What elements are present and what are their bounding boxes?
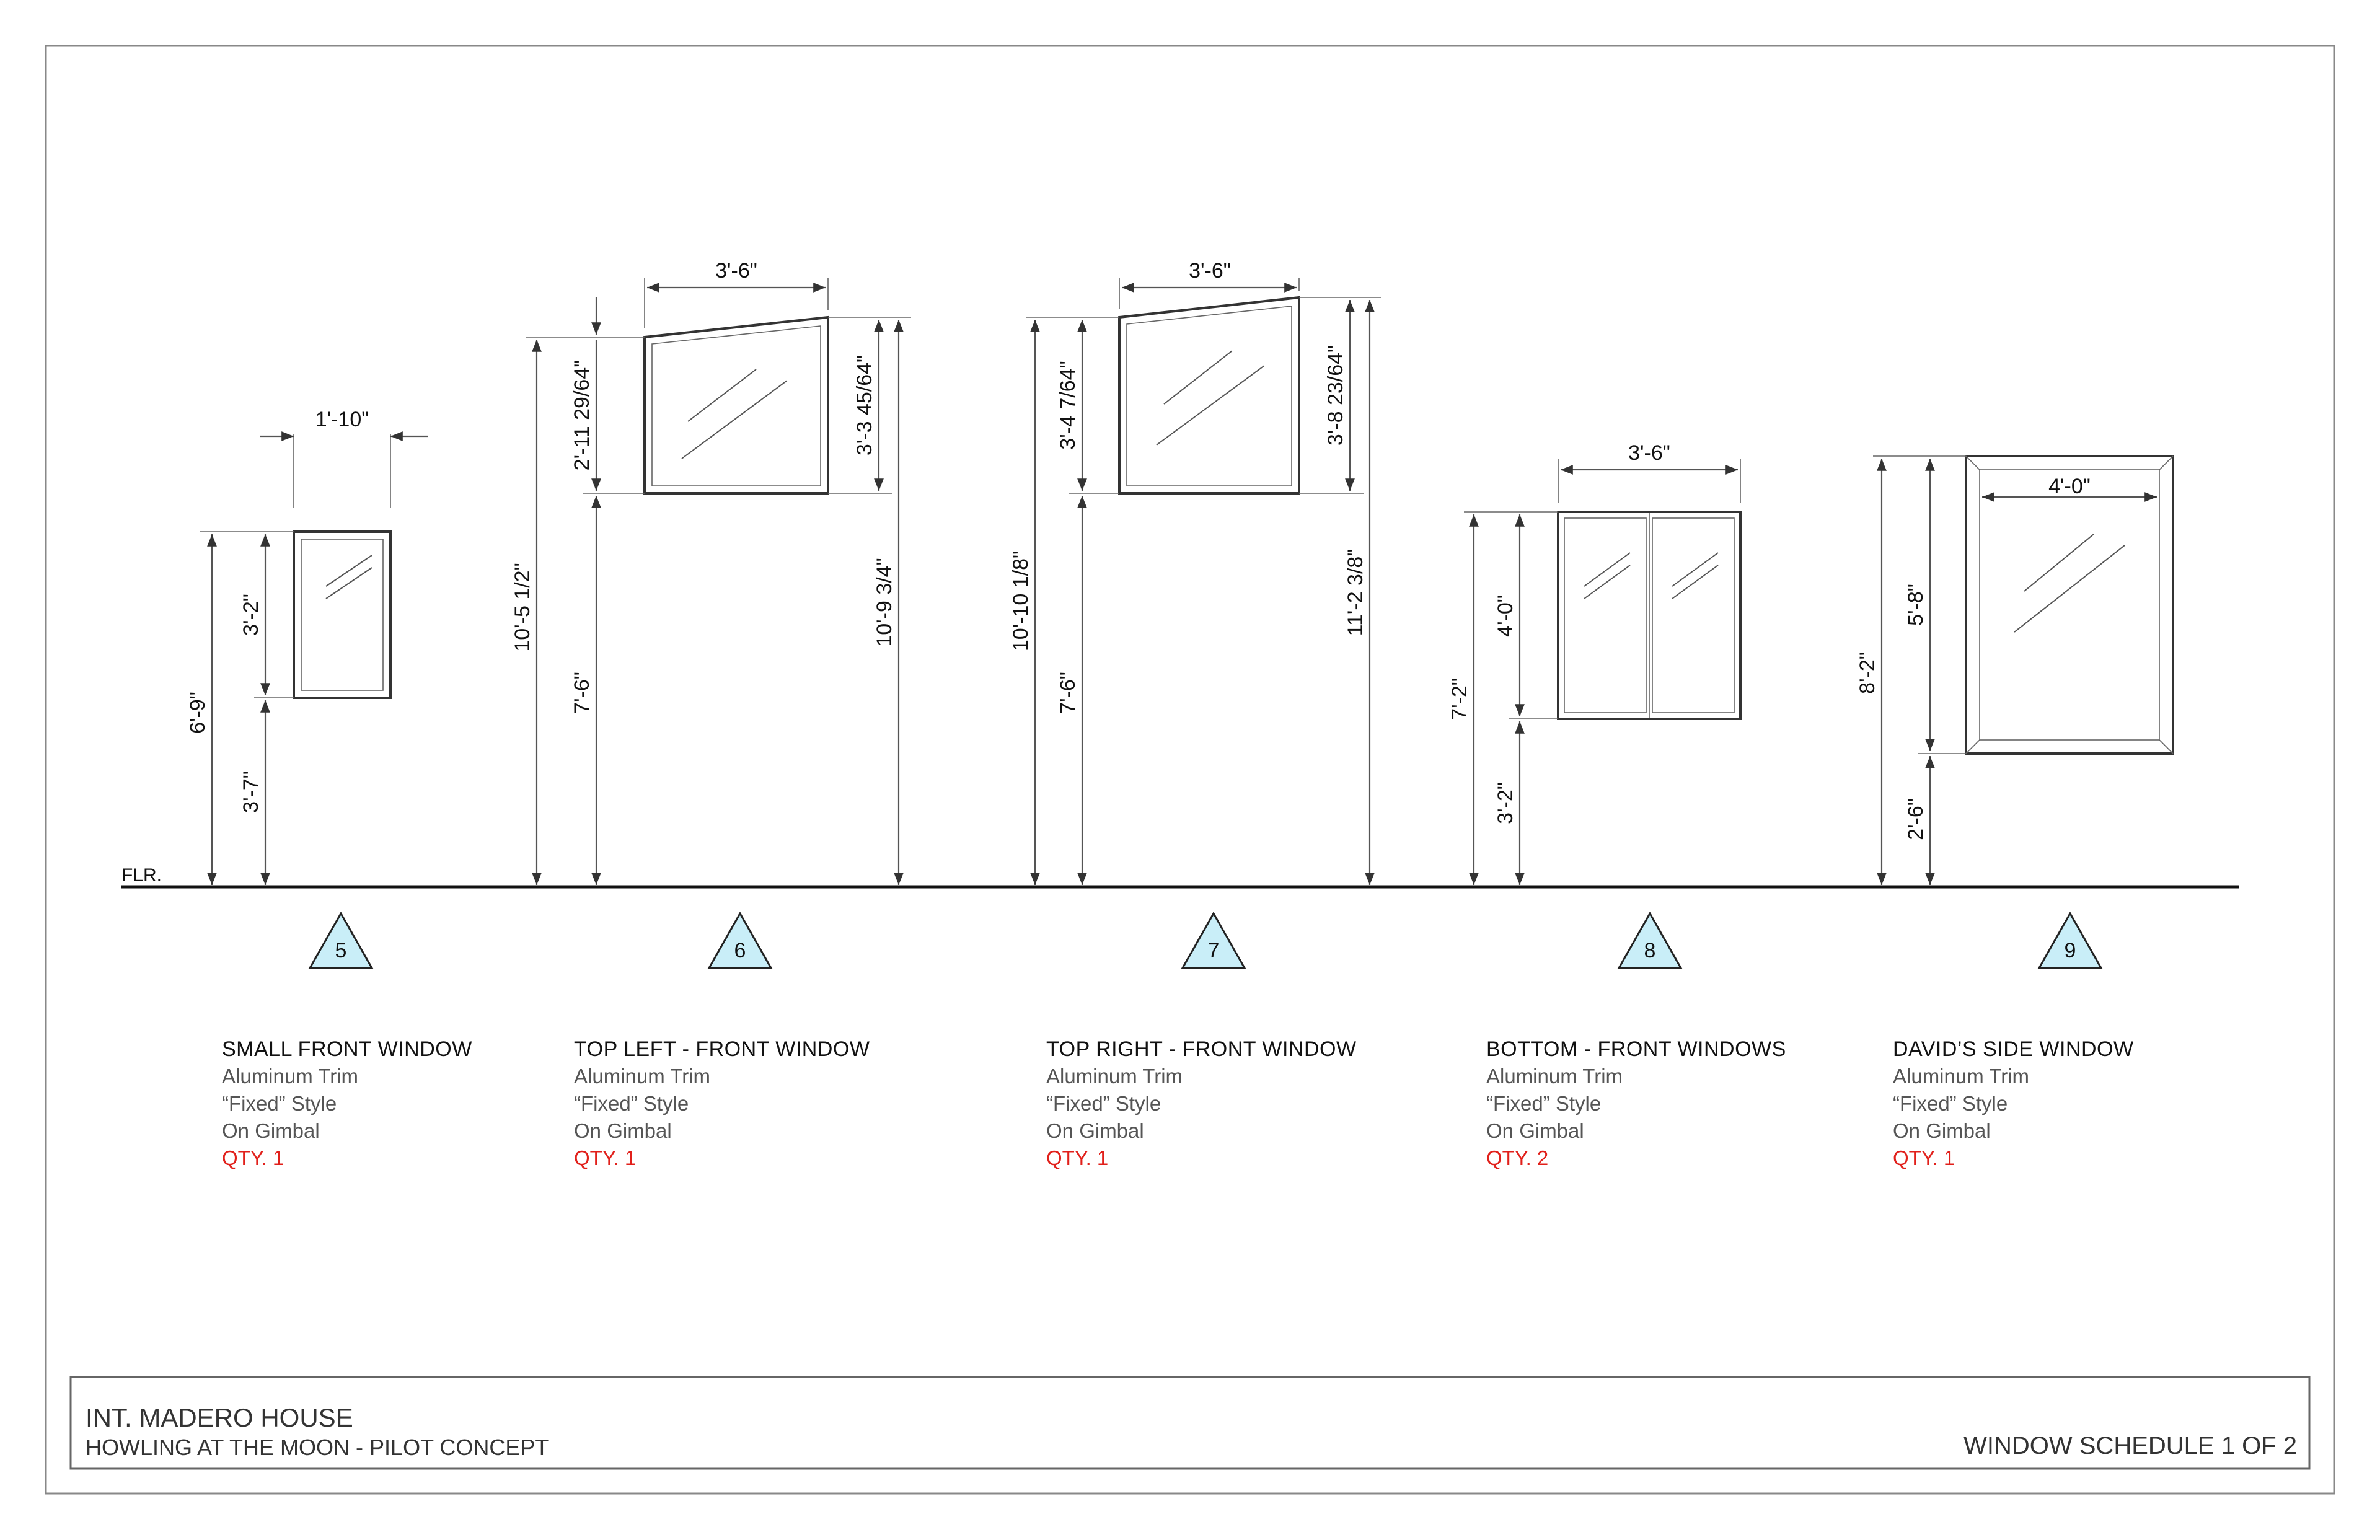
window-9-spec xyxy=(1893,1037,2134,1169)
window-6-glass-pane xyxy=(652,326,821,486)
spec-line: On Gimbal xyxy=(1486,1119,1584,1142)
window-name: BOTTOM - FRONT WINDOWS xyxy=(1486,1037,1786,1061)
window-9-elevation xyxy=(1856,456,2173,885)
window-9-height-dim: 5'-8" xyxy=(1904,584,1928,626)
quantity: QTY. 1 xyxy=(1046,1146,1109,1169)
spec-line: “Fixed” Style xyxy=(1893,1092,2008,1115)
window-tag-9 xyxy=(2039,913,2101,968)
window-5-height-dim: 3'-2" xyxy=(239,594,263,636)
window-8-sill-dim: 3'-2" xyxy=(1494,782,1517,824)
window-8-top-dim: 7'-2" xyxy=(1448,678,1471,720)
tag-number: 6 xyxy=(734,939,746,962)
window-8-height-dim: 4'-0" xyxy=(1494,595,1517,637)
window-7-left-top-dim: 10'-10 1/8" xyxy=(1009,550,1033,652)
project-title: INT. MADERO HOUSE xyxy=(86,1403,353,1432)
spec-line: “Fixed” Style xyxy=(1486,1092,1602,1115)
tag-number: 9 xyxy=(2064,939,2076,962)
spec-line: Aluminum Trim xyxy=(1893,1065,2030,1088)
window-7-glazing-mark xyxy=(1164,351,1232,404)
window-name: DAVID’S SIDE WINDOW xyxy=(1893,1037,2134,1061)
window-5-glazing-mark xyxy=(326,568,372,599)
quantity: QTY. 1 xyxy=(1893,1146,1955,1169)
window-5-frame xyxy=(294,532,390,698)
spec-line: On Gimbal xyxy=(1893,1119,1991,1142)
window-7-right-height-dim: 3'-8 23/64" xyxy=(1324,345,1347,446)
tag-number: 5 xyxy=(335,939,347,962)
window-name: TOP RIGHT - FRONT WINDOW xyxy=(1046,1037,1357,1061)
window-7-sill-dim: 7'-6" xyxy=(1056,672,1080,714)
quantity: QTY. 1 xyxy=(222,1146,284,1169)
window-7-left-height-dim: 3'-4 7/64" xyxy=(1056,361,1080,450)
sheet-title: WINDOW SCHEDULE 1 OF 2 xyxy=(1963,1432,2297,1459)
window-6-left-top-dim: 10'-5 1/2" xyxy=(511,563,534,652)
window-9-top-dim: 8'-2" xyxy=(1856,652,1879,694)
window-7-frame xyxy=(1119,297,1299,493)
spec-line: Aluminum Trim xyxy=(1046,1065,1183,1088)
spec-line: “Fixed” Style xyxy=(222,1092,337,1115)
window-8-glass-pane-right xyxy=(1652,518,1734,713)
tag-number: 7 xyxy=(1207,939,1220,962)
window-8-glass-pane-left xyxy=(1564,518,1646,713)
window-9-frame xyxy=(1966,456,2173,754)
tag-number: 8 xyxy=(1644,939,1656,962)
window-6-frame xyxy=(645,317,828,493)
window-tag-5 xyxy=(310,913,372,968)
window-6-width-dim: 3'-6" xyxy=(715,259,757,283)
window-name: SMALL FRONT WINDOW xyxy=(222,1037,472,1061)
spec-line: “Fixed” Style xyxy=(1046,1092,1161,1115)
window-6-elevation xyxy=(511,259,911,885)
spec-line: Aluminum Trim xyxy=(222,1065,359,1088)
window-6-right-height-dim: 3'-3 45/64" xyxy=(853,354,876,456)
spec-line: On Gimbal xyxy=(1046,1119,1144,1142)
window-5-top-dim: 6'-9" xyxy=(186,692,209,734)
spec-line: Aluminum Trim xyxy=(574,1065,711,1088)
window-5-width-dim: 1'-10" xyxy=(315,408,369,431)
title-block xyxy=(71,1377,2309,1469)
window-9-width-dim: 4'-0" xyxy=(2048,475,2091,498)
window-9-glazing-mark xyxy=(2014,545,2125,632)
window-5-glass-pane xyxy=(301,539,383,690)
window-9-sill-dim: 2'-6" xyxy=(1904,798,1928,840)
spec-line: On Gimbal xyxy=(222,1119,320,1142)
floor-label: FLR. xyxy=(121,865,162,886)
window-6-left-height-dim: 2'-11 29/64" xyxy=(570,359,594,471)
window-6-spec xyxy=(574,1037,870,1169)
window-7-elevation xyxy=(1009,259,1381,885)
window-8-spec xyxy=(1486,1037,1786,1169)
window-7-glazing-mark xyxy=(1157,366,1264,445)
window-6-glazing-mark xyxy=(688,369,756,421)
quantity: QTY. 1 xyxy=(574,1146,637,1169)
window-tag-6 xyxy=(709,913,771,968)
window-name: TOP LEFT - FRONT WINDOW xyxy=(574,1037,870,1061)
window-8-elevation xyxy=(1448,441,1740,885)
window-7-right-top-dim: 11'-2 3/8" xyxy=(1344,548,1367,636)
spec-line: Aluminum Trim xyxy=(1486,1065,1623,1088)
window-6-right-top-dim: 10'-9 3/4" xyxy=(873,558,896,647)
window-6-glazing-mark xyxy=(682,381,787,459)
window-9-glass-pane xyxy=(1980,470,2159,740)
quantity: QTY. 2 xyxy=(1486,1146,1549,1169)
window-tag-8 xyxy=(1619,913,1681,968)
window-5-elevation xyxy=(186,408,428,885)
window-6-sill-dim: 7'-6" xyxy=(570,672,594,714)
window-9-glazing-mark xyxy=(2024,534,2094,591)
window-5-glazing-mark xyxy=(326,555,372,586)
spec-line: On Gimbal xyxy=(574,1119,672,1142)
window-8-width-dim: 3'-6" xyxy=(1628,441,1670,465)
window-tag-7 xyxy=(1183,913,1245,968)
window-7-glass-pane xyxy=(1127,306,1292,486)
spec-line: “Fixed” Style xyxy=(574,1092,689,1115)
window-5-spec xyxy=(222,1037,472,1169)
window-7-spec xyxy=(1046,1037,1357,1169)
window-7-width-dim: 3'-6" xyxy=(1189,259,1231,283)
show-title: HOWLING AT THE MOON - PILOT CONCEPT xyxy=(86,1435,549,1460)
window-5-sill-dim: 3'-7" xyxy=(239,771,263,813)
